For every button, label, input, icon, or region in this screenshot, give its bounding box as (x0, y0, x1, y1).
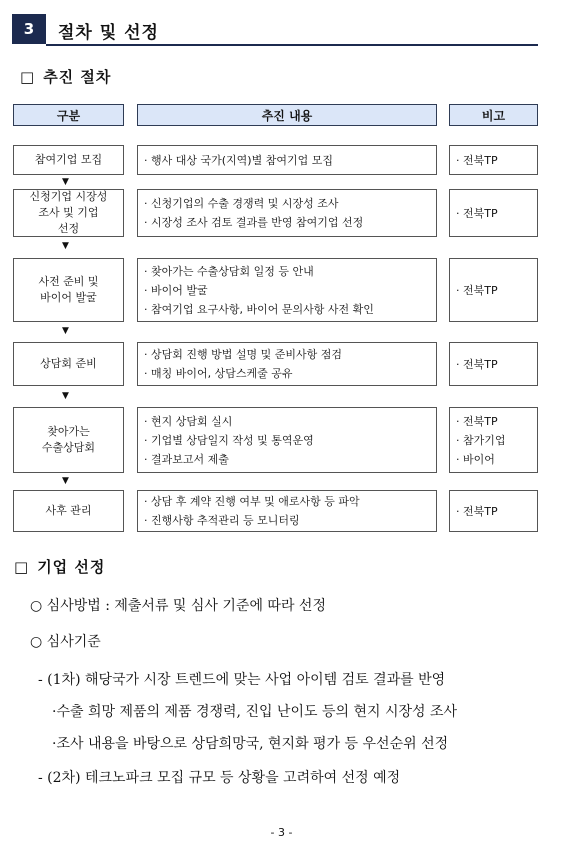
criteria-item: - (1차) 해당국가 시장 트렌드에 맞는 사업 아이템 검토 결과를 반영 (38, 672, 446, 688)
content-line: · 시장성 조사 검토 결과를 반영 참여기업 선정 (144, 216, 364, 229)
down-arrow-icon: ▼ (62, 326, 69, 336)
step-5-content (137, 407, 437, 473)
remark-line: · 전북TP (456, 504, 498, 518)
content-line: · 바이어 발굴 (144, 283, 208, 297)
procedure-heading (20, 66, 111, 87)
criteria-subitem: ·수출 희망 제품의 제품 경쟁력, 진입 난이도 등의 현지 시장성 조사 (52, 704, 458, 720)
step-4-content (137, 342, 437, 386)
content-line: · 진행사항 추적관리 등 모니터링 (144, 514, 300, 527)
step-2-content (137, 189, 437, 237)
selection-method: ○ 심사방법 : 제출서류 및 심사 기준에 따라 선정 (30, 598, 326, 614)
step-3-label: 사전 준비 및 바이어 발굴 (13, 258, 124, 322)
step-5-label: 찾아가는 수출상담회 (13, 407, 124, 473)
selection-heading (14, 556, 105, 577)
remark-line: · 참가기업 (456, 433, 506, 447)
content-line: · 결과보고서 제출 (144, 452, 229, 466)
step-1-label: 참여기업 모집 (13, 145, 124, 175)
content-line: · 상담 후 계약 진행 여부 및 애로사항 등 파악 (144, 495, 360, 508)
section-header (12, 14, 538, 46)
down-arrow-icon: ▼ (62, 241, 69, 251)
column-header-category: 구분 (13, 104, 124, 126)
remark-line: · 전북TP (456, 414, 498, 428)
criteria-item: - (2차) 테크노파크 모집 규모 등 상황을 고려하여 선정 예정 (38, 770, 401, 786)
remark-line: · 전북TP (456, 206, 498, 220)
step-6-content (137, 490, 437, 532)
criteria-title: ○ 심사기준 (30, 634, 101, 650)
section-number: 3 (12, 14, 46, 44)
section-title: 절차 및 선정 (58, 23, 159, 43)
step-6-remarks (449, 490, 538, 532)
remark-line: · 전북TP (456, 283, 498, 297)
step-4-remarks (449, 342, 538, 386)
page-number: - 3 - (270, 826, 293, 839)
step-5-remarks (449, 407, 538, 473)
checkbox-bullet-icon: □ (14, 558, 30, 576)
step-4-label: 상담회 준비 (13, 342, 124, 386)
step-2-label: 신청기업 시장성 조사 및 기업 선정 (13, 189, 124, 237)
content-line: · 찾아가는 수출상담회 일정 등 안내 (144, 264, 314, 278)
step-6-label: 사후 관리 (13, 490, 124, 532)
criteria-subitem: ·조사 내용을 바탕으로 상담희망국, 현지화 평가 등 우선순위 선정 (52, 736, 449, 752)
content-line: · 신청기업의 수출 경쟁력 및 시장성 조사 (144, 197, 339, 210)
content-line: · 상담회 진행 방법 설명 및 준비사항 점검 (144, 348, 342, 361)
procedure-heading-text: 추진 절차 (43, 68, 112, 86)
content-line: · 기업별 상담일지 작성 및 통역운영 (144, 433, 314, 447)
remark-line: · 전북TP (456, 153, 498, 167)
remark-line: · 바이어 (456, 452, 495, 466)
selection-heading-text: 기업 선정 (37, 558, 106, 576)
step-3-content (137, 258, 437, 322)
step-3-remarks (449, 258, 538, 322)
checkbox-bullet-icon: □ (20, 68, 36, 86)
down-arrow-icon: ▼ (62, 476, 69, 486)
step-1-remarks (449, 145, 538, 175)
content-line: · 행사 대상 국가(지역)별 참여기업 모집 (144, 153, 333, 167)
step-1-content (137, 145, 437, 175)
content-line: · 매칭 바이어, 상담스케줄 공유 (144, 367, 293, 380)
content-line: · 현지 상담회 실시 (144, 414, 233, 428)
content-line: · 참여기업 요구사항, 바이어 문의사항 사전 확인 (144, 302, 374, 316)
remark-line: · 전북TP (456, 357, 498, 371)
column-header-content: 추진 내용 (137, 104, 437, 126)
down-arrow-icon: ▼ (62, 177, 69, 187)
down-arrow-icon: ▼ (62, 391, 69, 401)
section-underline (46, 44, 538, 46)
step-2-remarks (449, 189, 538, 237)
column-header-remarks: 비고 (449, 104, 538, 126)
